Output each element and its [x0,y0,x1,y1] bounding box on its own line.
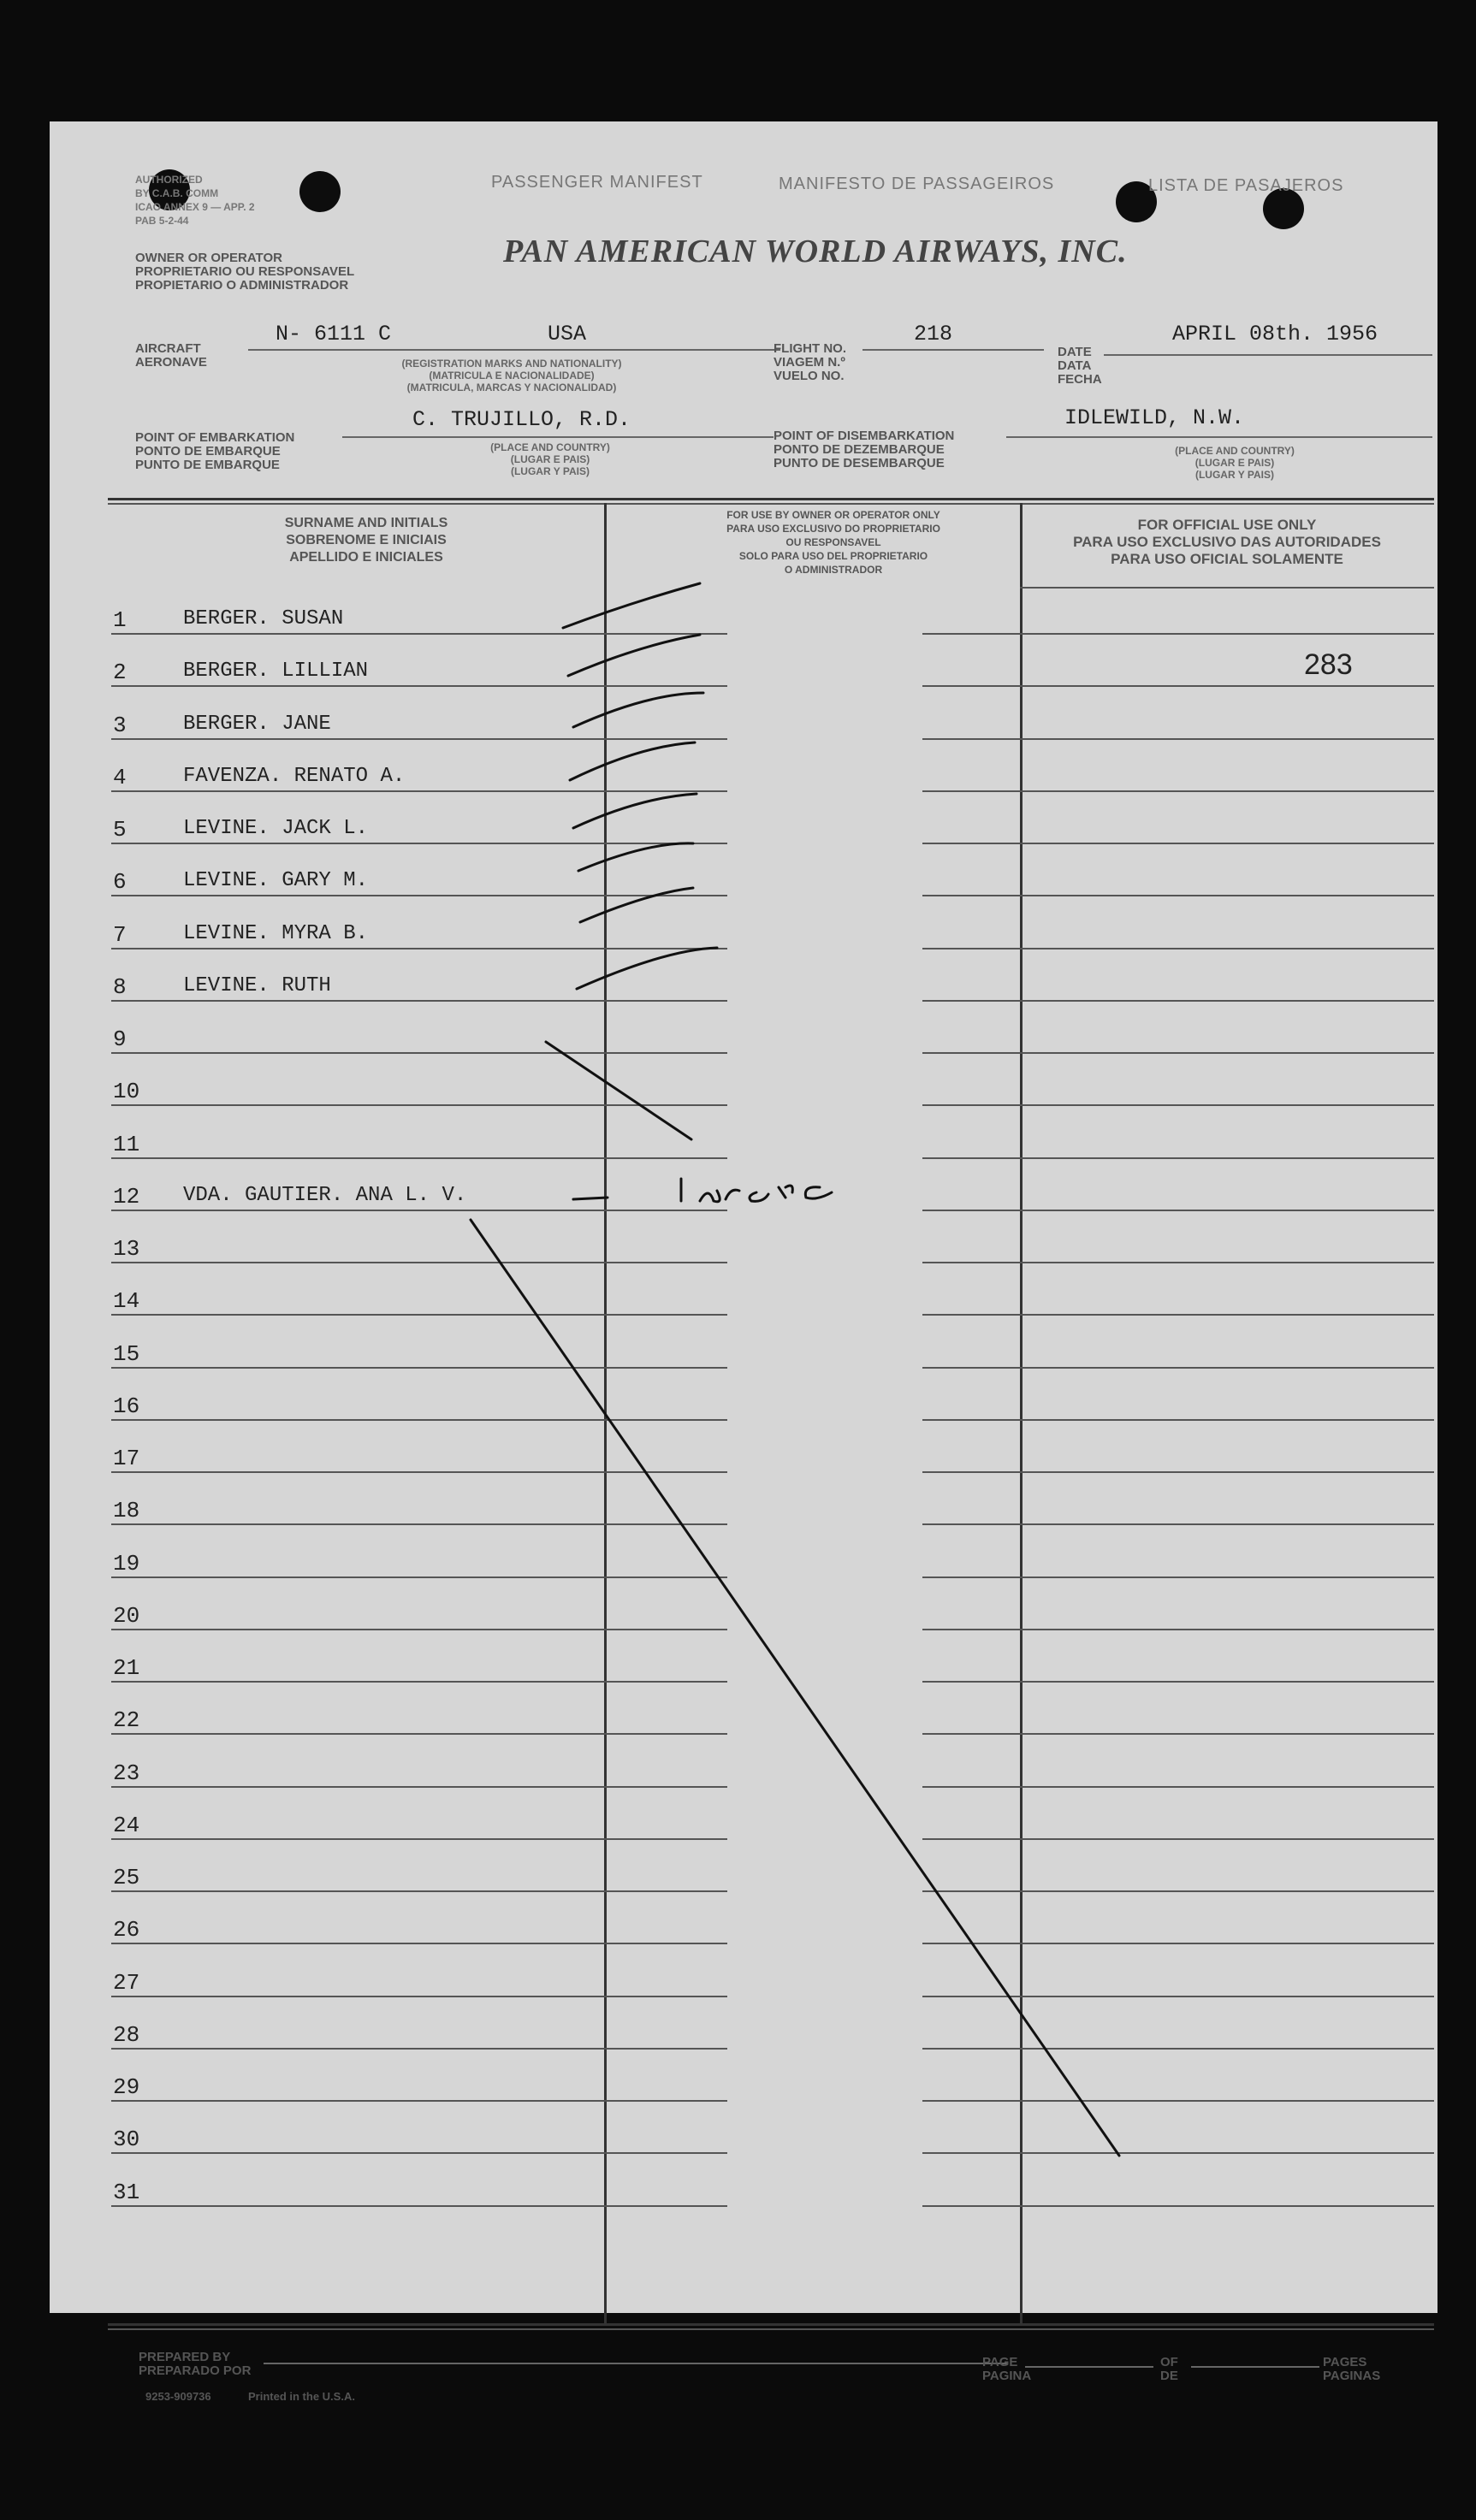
owner-label-es: PROPIETARIO O ADMINISTRADOR [135,278,349,293]
row-number: 6 [113,869,127,896]
of-label-pt: DE [1160,2369,1178,2383]
table-bottom-border [108,2323,1434,2326]
row-number: 30 [113,2127,140,2153]
form-number: 9253-909736 [145,2390,211,2403]
passenger-name: BERGER. JANE [183,712,331,736]
row-number: 21 [113,1655,140,1681]
embark-value: C. TRUJILLO, R.D. [412,407,631,432]
passenger-name: LEVINE. GARY M. [183,869,369,893]
row-number: 8 [113,973,127,1000]
owner-label-en: OWNER OR OPERATOR [135,251,282,265]
handwritten-marks [50,121,1437,2313]
row-number: 2 [113,660,127,686]
embark-label-en: POINT OF EMBARKATION [135,430,295,445]
row-number: 18 [113,1498,140,1524]
embark-label-pt: PONTO DE EMBARQUE [135,444,281,458]
page-underline [1025,2366,1153,2368]
row-number: 9 [113,1026,127,1052]
row-number: 25 [113,1865,140,1890]
form-code-2: BY C.A.B. COMM [135,187,219,199]
prepared-label-en: PREPARED BY [139,2350,231,2364]
disembark-label-pt: PONTO DE DEZEMBARQUE [774,442,945,457]
passenger-name: LEVINE. JACK L. [183,817,369,840]
embark-label-es: PUNTO DE EMBARQUE [135,458,280,472]
row-number: 31 [113,2179,140,2205]
aircraft-nationality: USA [548,322,587,346]
row-number: 27 [113,1969,140,1996]
flight-label-en: FLIGHT NO. [774,341,846,356]
passenger-name: FAVENZA. RENATO A. [183,764,406,788]
row-number: 10 [113,1079,140,1105]
row-number: 24 [113,1812,140,1838]
title-en: PASSENGER MANIFEST [491,173,703,192]
manifest-paper [50,121,1437,2403]
row-number: 1 [113,607,127,633]
passenger-name: BERGER. SUSAN [183,607,344,630]
disembark-label-en: POINT OF DISEMBARKATION [774,429,955,443]
form-code-4: PAB 5-2-44 [135,215,189,227]
row-number: 28 [113,2021,140,2048]
row-number: 15 [113,1340,140,1367]
embark-caption-1: (PLACE AND COUNTRY) [490,441,610,453]
row-number: 17 [113,1446,140,1471]
row-number: 3 [113,712,127,738]
date-value: APRIL 08th. 1956 [1172,322,1378,346]
col-official-header: FOR OFFICIAL USE ONLY PARA USO EXCLUSIVO DAS AUTORIDADES PARA USO OFICIAL SOLAMENTE [1073,517,1381,567]
prepared-underline [264,2363,1008,2364]
form-code-3: ICAO ANNEX 9 — APP. 2 [135,201,255,213]
printed-note: Printed in the U.S.A. [248,2390,355,2403]
row-number: 4 [113,764,127,790]
col-operator-header: FOR USE BY OWNER OR OPERATOR ONLY PARA USO EXCLUSIVO DO PROPRIETARIO OU RESPONSAVEL SOLO PARA USO DEL PROPRIETARIO O ADMINISTRADOR [726,509,940,576]
date-label-es: FECHA [1058,372,1102,387]
disembark-value: IDLEWILD, N.W. [1064,405,1245,430]
row-number: 19 [113,1550,140,1576]
official-note: 283 [1304,648,1353,681]
prepared-label-pt: PREPARADO POR [139,2363,252,2378]
date-label-pt: DATA [1058,358,1092,373]
disembark-caption-3: (LUGAR Y PAIS) [1194,469,1274,481]
aircraft-caption-3: (MATRICULA, MARCAS Y NACIONALIDAD) [406,382,617,393]
row-number: 12 [113,1183,140,1210]
flight-label-es: VUELO NO. [774,369,845,383]
disembark-caption-1: (PLACE AND COUNTRY) [1175,445,1295,457]
flight-number: 218 [914,322,953,346]
form-code-1: AUTHORIZED [135,174,203,186]
row-number: 26 [113,1917,140,1943]
page-label-pt: PAGINA [982,2369,1032,2383]
row-number: 5 [113,817,127,843]
aircraft-label-en: AIRCRAFT [135,341,201,356]
disembark-label-es: PUNTO DE DESEMBARQUE [774,456,945,470]
passenger-name: VDA. GAUTIER. ANA L. V. [183,1183,467,1207]
title-pt: MANIFESTO DE PASSAGEIROS [779,175,1055,193]
row-number: 23 [113,1760,140,1786]
flight-label-pt: VIAGEM N.º [774,355,845,370]
table-bottom-border-inner [108,2328,1434,2330]
title-es: LISTA DE PASAJEROS [1148,176,1344,195]
of-label-en: OF [1160,2355,1178,2369]
date-label-en: DATE [1058,345,1092,359]
passenger-name: LEVINE. MYRA B. [183,921,369,945]
airline-name: PAN AMERICAN WORLD AIRWAYS, INC. [503,234,1128,269]
aircraft-caption-2: (MATRICULA E NACIONALIDADE) [429,370,595,382]
row-number: 7 [113,921,127,948]
of-underline [1191,2366,1319,2368]
row-number: 14 [113,1288,140,1315]
passenger-name: BERGER. LILLIAN [183,660,369,683]
row-number: 16 [113,1393,140,1419]
row-number: 13 [113,1236,140,1262]
owner-label-pt: PROPRIETARIO OU RESPONSAVEL [135,264,355,279]
row-number: 29 [113,2074,140,2100]
embark-caption-2: (LUGAR E PAIS) [510,453,590,465]
aircraft-label-pt: AERONAVE [135,355,207,370]
row-number: 22 [113,1707,140,1734]
page-label-en: PAGE [982,2355,1018,2369]
passenger-name: LEVINE. RUTH [183,973,331,997]
disembark-caption-2: (LUGAR E PAIS) [1194,457,1275,469]
pages-label-pt: PAGINAS [1323,2369,1381,2383]
row-number: 11 [113,1131,140,1157]
col-surname-header: SURNAME AND INITIALS SOBRENOME E INICIAIS APELLIDO E INICIALES [284,516,448,565]
embark-caption-3: (LUGAR Y PAIS) [510,465,590,477]
aircraft-registration: N- 6111 C [276,322,392,346]
row-number: 20 [113,1602,140,1629]
aircraft-caption-1: (REGISTRATION MARKS AND NATIONALITY) [401,358,622,370]
pages-label-en: PAGES [1323,2355,1367,2369]
